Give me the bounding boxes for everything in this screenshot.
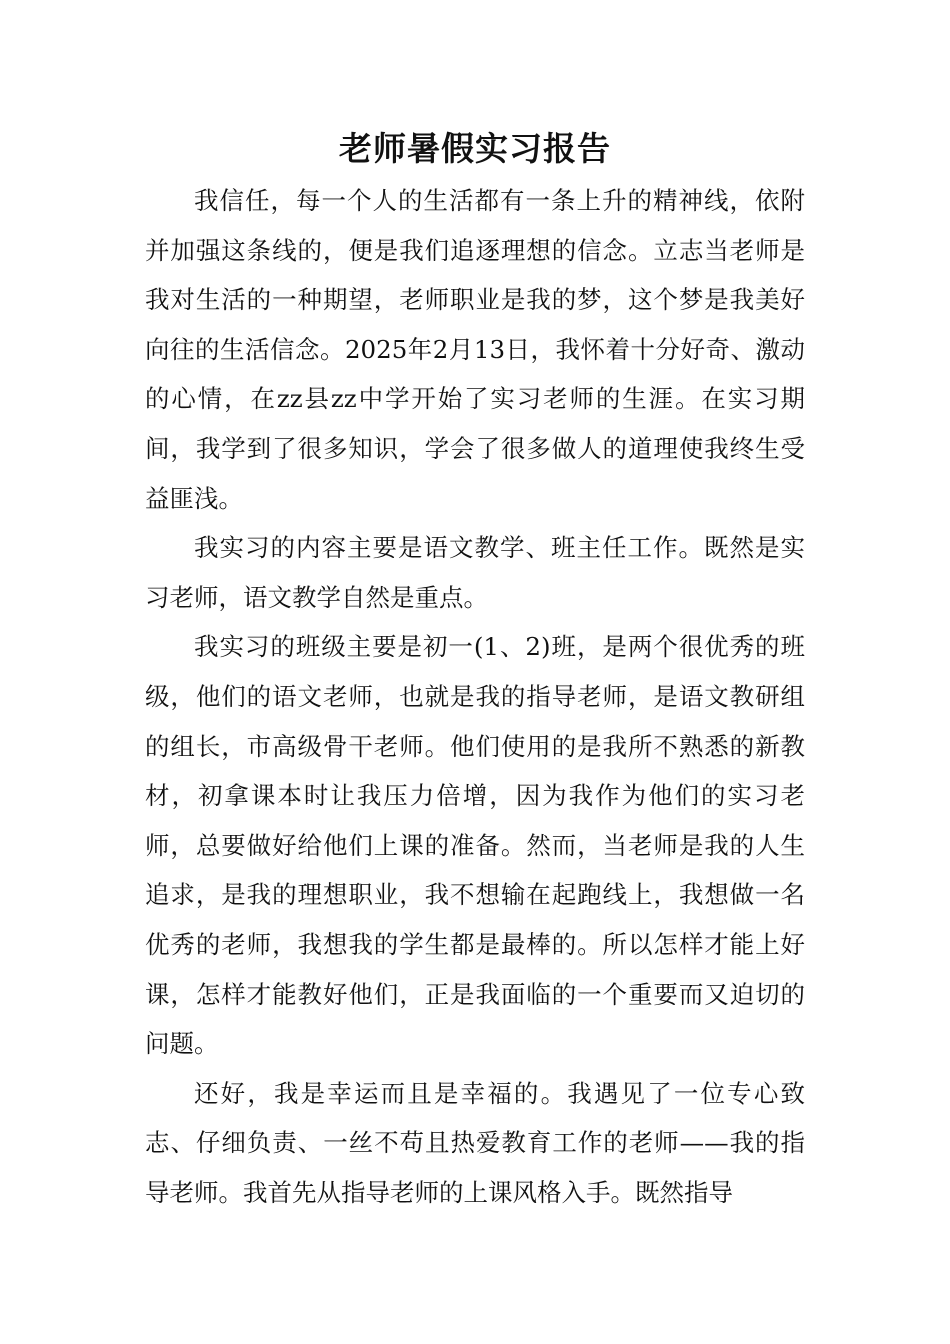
paragraph-4: 还好，我是幸运而且是幸福的。我遇见了一位专心致志、仔细负责、一丝不苟且热爱教育工作的老师——我的指导老师。我首先从指导老师的上课风格入手。既然指导 bbox=[145, 1078, 805, 1207]
paragraph-1: 我信任，每一个人的生活都有一条上升的精神线，依附并加强这条线的，便是我们追逐理想的信念。立志当老师是我对生活的一种期望，老师职业是我的梦，这个梦是我美好向往的生活信念。2025年2月13日，我怀着十分好奇、激动的心情，在zz县zz中学开始了实习老师的生涯。在实习期间，我学到了很多知识，学会了很多做人的道理使我终生受益匪浅。 bbox=[145, 186, 805, 513]
document-title: 老师暑假实习报告 bbox=[339, 129, 611, 168]
paragraph-2: 我实习的内容主要是语文教学、班主任工作。既然是实习老师，语文教学自然是重点。 bbox=[145, 533, 805, 612]
paragraph-3: 我实习的班级主要是初一(1、2)班，是两个很优秀的班级，他们的语文老师，也就是我的指导老师，是语文教研组的组长，市高级骨干老师。他们使用的是我所不熟悉的新教材，初拿课本时让我压力倍增，因为我作为他们的实习老师，总要做好给他们上课的准备。然而，当老师是我的人生追求，是我的理想职业，我不想输在起跑线上，我想做一名优秀的老师，我想我的学生都是最棒的。所以怎样才能上好课，怎样才能教好他们，正是我面临的一个重要而又迫切的问题。 bbox=[145, 632, 805, 1059]
